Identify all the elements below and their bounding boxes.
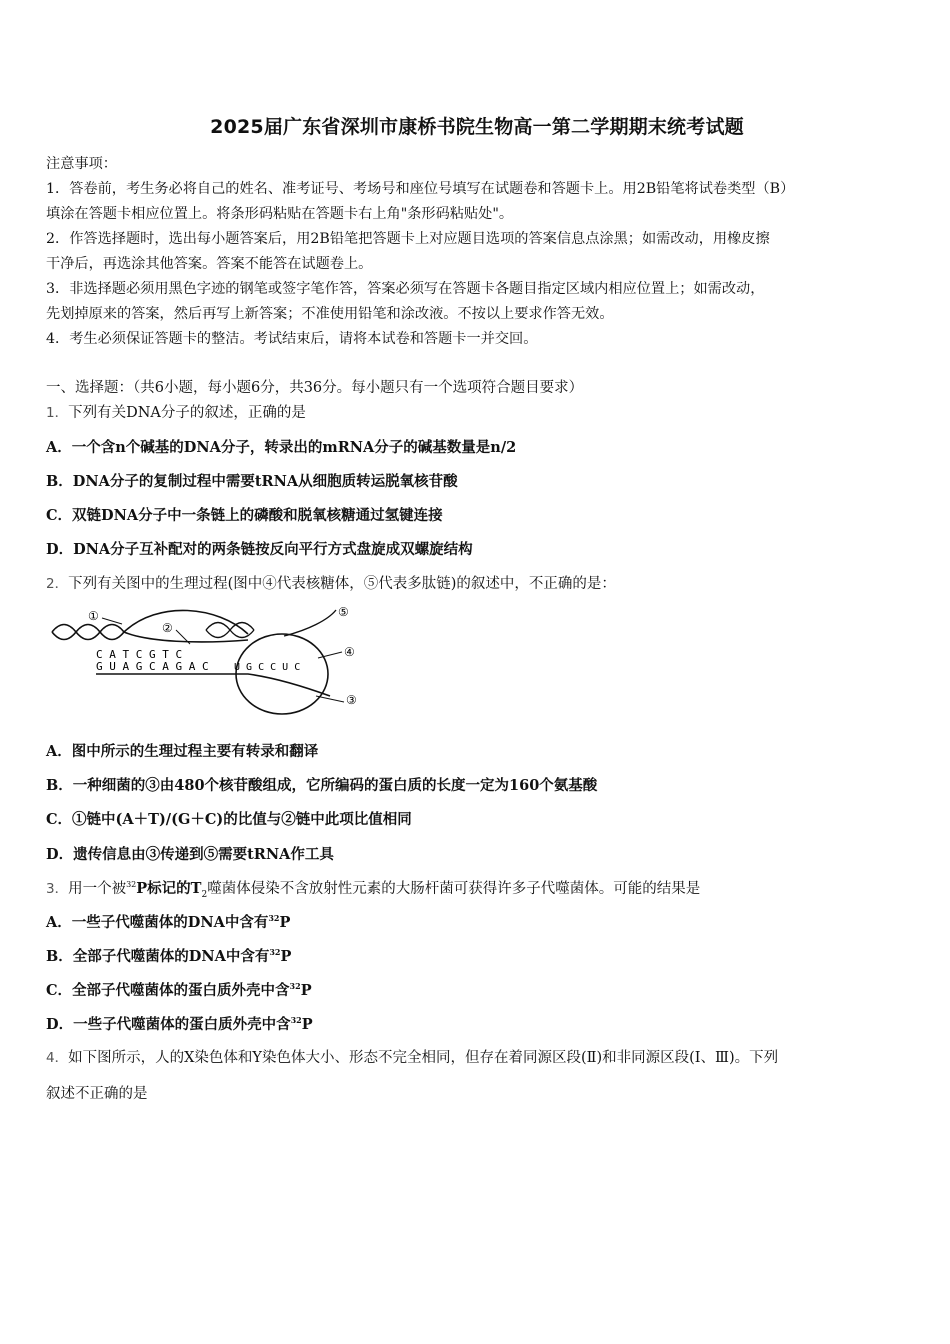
- question-number: 1．: [46, 405, 69, 421]
- question-3-option-b: [46, 945, 908, 966]
- option-text: P: [301, 1016, 313, 1033]
- option-text: 一些子代噬菌体的DNA中含有: [71, 914, 269, 931]
- option-label: A．: [46, 743, 72, 760]
- option-text: DNA分子互补配对的两条链按反向平行方式盘旋成双螺旋结构: [73, 541, 473, 558]
- question-2-option-a: [46, 740, 908, 761]
- superscript: 32: [289, 981, 301, 991]
- option-label: D．: [46, 846, 74, 863]
- question-text: 下列有关DNA分子的叙述，正确的是: [68, 405, 306, 421]
- option-text: P: [300, 982, 312, 999]
- option-text: 遗传信息由③传递到⑤需要tRNA作工具: [73, 846, 334, 863]
- label-3: ③: [346, 693, 357, 707]
- question-2-stem: [46, 572, 908, 593]
- option-label: B．: [46, 473, 73, 490]
- notice-line: 先划掉原来的答案，然后再写上新答案；不准使用铅笔和涂改液。不按以上要求作答无效。: [46, 306, 614, 322]
- question-3-option-c: [46, 979, 908, 1000]
- dna-sequence: C A T C G T C: [96, 648, 183, 661]
- option-text: DNA分子的复制过程中需要tRNA从细胞质转运脱氧核苷酸: [72, 473, 458, 490]
- question-text: P标记的T: [136, 880, 202, 897]
- transcription-translation-figure: [48, 600, 358, 720]
- label-4: ④: [344, 645, 355, 659]
- superscript: 32: [268, 913, 280, 923]
- question-4-stem: [46, 1040, 908, 1112]
- question-1-option-a: [46, 436, 908, 457]
- option-label: D．: [46, 541, 74, 558]
- label-2: ②: [162, 621, 173, 635]
- subscript: 2: [201, 889, 208, 900]
- ribosome-sequence: U G C C U C: [234, 662, 301, 673]
- option-label: C．: [46, 507, 73, 524]
- option-text: 图中所示的生理过程主要有转录和翻译: [71, 743, 319, 760]
- question-text: 噬菌体侵染不含放射性元素的大肠杆菌可获得许多子代噬菌体。可能的结果是: [207, 881, 701, 897]
- option-text: P: [279, 914, 291, 931]
- question-3-stem: [46, 877, 908, 900]
- section-heading: 一、选择题：（共6小题，每小题6分，共36分。每小题只有一个选项符合题目要求）: [46, 380, 584, 396]
- label-1: ①: [88, 609, 99, 623]
- notice-block: [46, 152, 908, 352]
- question-line: 叙述不正确的是: [46, 1086, 148, 1102]
- option-text: 全部子代噬菌体的蛋白质外壳中含: [72, 982, 290, 999]
- question-number: 2．: [46, 576, 69, 592]
- question-1-option-b: [46, 470, 908, 491]
- option-text: P: [280, 948, 292, 965]
- notice-line: 1．答卷前，考生务必将自己的姓名、准考证号、考场号和座位号填写在试题卷和答题卡上。用2B铅笔将试卷类型（B）: [46, 181, 795, 197]
- superscript: 32: [126, 880, 137, 889]
- option-label: C．: [46, 982, 73, 999]
- question-3-option-d: [46, 1013, 908, 1034]
- question-text: 如下图所示，人的X染色体和Y染色体大小、形态不完全相同，但存在着同源区段(Ⅱ)和非同源区段(Ⅰ、Ⅲ)。下列: [68, 1050, 779, 1066]
- notice-heading: 注意事项：: [46, 156, 117, 172]
- question-text: 用一个被: [68, 881, 127, 897]
- option-label: B．: [46, 777, 73, 794]
- label-5: ⑤: [338, 605, 349, 619]
- superscript: 32: [290, 1015, 302, 1025]
- question-2-option-b: [46, 774, 908, 795]
- option-label: C．: [46, 811, 73, 828]
- question-1-stem: [46, 401, 908, 422]
- rna-sequence: G U A G C A G A C: [96, 660, 209, 673]
- option-text: 一个含n个碱基的DNA分子，转录出的mRNA分子的碱基数量是n/2: [71, 439, 517, 456]
- option-label: A．: [46, 439, 72, 456]
- option-text: 全部子代噬菌体的DNA中含有: [72, 948, 270, 965]
- question-text: 下列有关图中的生理过程(图中④代表核糖体，⑤代表多肽链)的叙述中，不正确的是：: [68, 576, 616, 592]
- option-text: 一些子代噬菌体的蛋白质外壳中含: [73, 1016, 291, 1033]
- notice-line: 填涂在答题卡相应位置上。将条形码粘贴在答题卡右上角"条形码粘贴处"。: [46, 206, 514, 222]
- superscript: 32: [269, 947, 281, 957]
- option-label: D．: [46, 1016, 74, 1033]
- question-2-option-d: [46, 843, 908, 864]
- option-text: ①链中(A＋T)/(G＋C)的比值与②链中此项比值相同: [72, 811, 412, 828]
- question-2-option-c: [46, 808, 908, 829]
- question-number: 4．: [46, 1050, 69, 1066]
- option-text: 双链DNA分子中一条链上的磷酸和脱氧核糖通过氢键连接: [72, 507, 443, 524]
- question-1-option-c: [46, 504, 908, 525]
- notice-line: 3．非选择题必须用黑色字迹的钢笔或签字笔作答，答案必须写在答题卡各题目指定区域内相应位置上；如需改动，: [46, 281, 765, 297]
- option-text: 一种细菌的③由480个核苷酸组成，它所编码的蛋白质的长度一定为160个氨基酸: [72, 777, 598, 794]
- question-line: [46, 1040, 908, 1076]
- notice-line: 2．作答选择题时，选出每小题答案后，用2B铅笔把答题卡上对应题目选项的答案信息点涂黑；如需改动，用橡皮擦: [46, 231, 770, 247]
- notice-line: 4．考生必须保证答题卡的整洁。考试结束后，请将本试卷和答题卡一并交回。: [46, 331, 538, 347]
- option-label: A．: [46, 914, 72, 931]
- notice-line: 干净后，再选涂其他答案。答案不能答在试题卷上。: [46, 256, 373, 272]
- page-title: 2025届广东省深圳市康桥书院生物高一第二学期期末统考试题: [210, 116, 744, 138]
- question-1-option-d: [46, 538, 908, 559]
- question-3-option-a: [46, 911, 908, 932]
- option-label: B．: [46, 948, 73, 965]
- question-number: 3．: [46, 881, 69, 897]
